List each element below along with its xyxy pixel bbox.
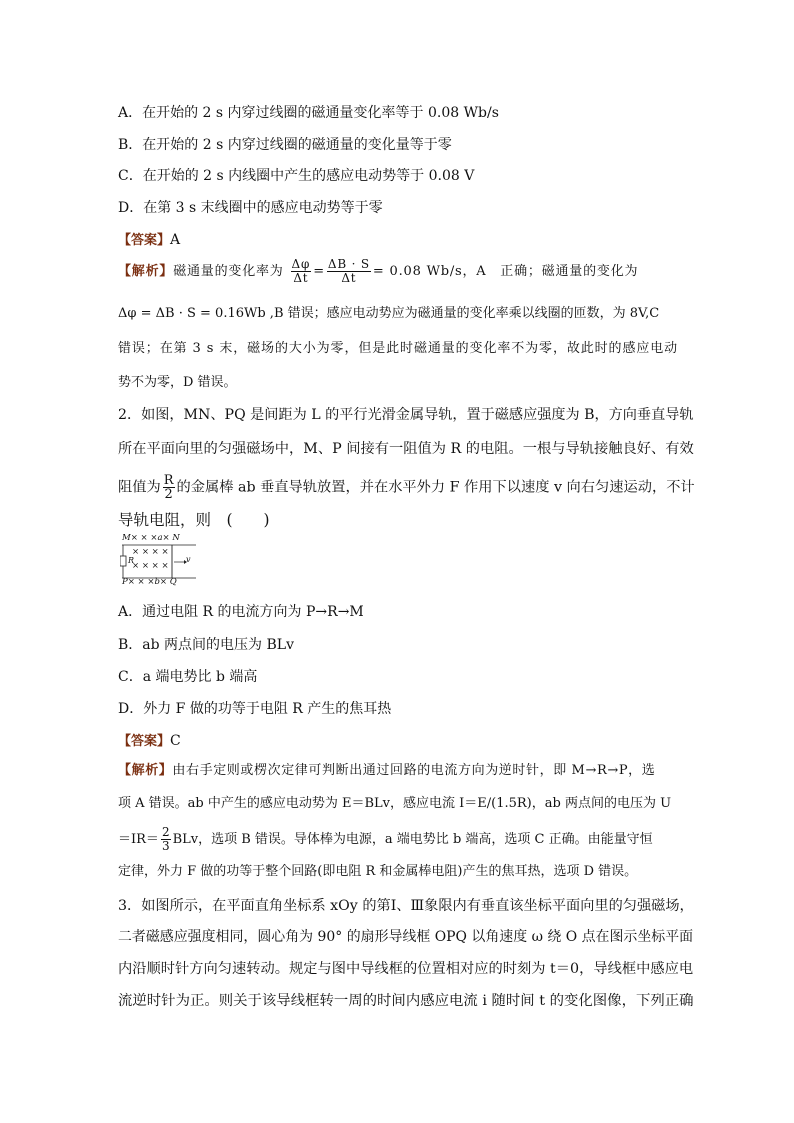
- q3-stem-line-2: 二者磁感应强度相同，圆心角为 90° 的扇形导线框 OPQ 以角速度 ω 绕 O 点在图示坐标平面: [118, 929, 694, 945]
- analysis-tag: 【解析】: [118, 763, 173, 778]
- analysis-tag: 【解析】: [118, 264, 174, 279]
- q3-stem-line-1: 3．如图所示，在平面直角坐标系 xOy 的第Ⅰ、Ⅲ象限内有垂直该坐标平面向里的匀强磁场，: [118, 898, 694, 914]
- q1-analysis-line-3: 错误；在第 3 s 末，磁场的大小为零，但是此时磁通量的变化率不为零，故此时的感应电动: [118, 341, 679, 356]
- diagram-row-1: × × × ×: [132, 547, 169, 557]
- q1-analysis-line-2: Δφ = ΔB · S = 0.16Wb ,B 错误；感应电动势应为磁通量的变化率乘以线圈的匝数，为 8V,C: [118, 306, 660, 321]
- q2-analysis-line-4: 定律，外力 F 做的功等于整个回路(即电阻 R 和金属棒电阻)产生的焦耳热，选项 D 错误。: [118, 864, 638, 879]
- q1-option-d: D．在第 3 s 末线圈中的感应电动势等于零: [118, 200, 383, 216]
- q1-answer: [118, 231, 180, 250]
- answer-value: A: [170, 232, 181, 248]
- q2-option-a: A．通过电阻 R 的电流方向为 P→R→M: [118, 604, 364, 620]
- q2-answer: [118, 732, 181, 751]
- answer-value: C: [170, 733, 181, 749]
- diagram-label-bottom: P× × ×b× Q: [122, 577, 177, 587]
- q2-option-b: B．ab 两点间的电压为 BLv: [118, 637, 294, 653]
- q3-stem-line-4: 流逆时针为正。则关于该导线框转一周的时间内感应电流 i 随时间 t 的变化图像，下列正确: [118, 993, 694, 1009]
- fraction: $\frac{2}{3}$: [161, 825, 170, 853]
- q2-option-c: C．a 端电势比 b 端高: [118, 669, 258, 685]
- q2-analysis-line-1: 【解析】由右手定则或楞次定律可判断出通过回路的电流方向为逆时针，即 M→R→P，选: [118, 763, 656, 778]
- diagram-v-label: v: [186, 555, 191, 564]
- q2-analysis-line-3: ＝IR＝ $\frac{2}{3}$ BLv，选项 B 错误。导体棒为电源，a 端电势比 b 端高，选项 C 正确。由能量守恒: [118, 825, 653, 853]
- q1-option-b: B．在开始的 2 s 内穿过线圈的磁通量的变化量等于零: [118, 137, 452, 153]
- diagram-r-label: R: [128, 556, 135, 565]
- q1-option-a: A．在开始的 2 s 内穿过线圈的磁通量变化率等于 0.08 Wb/s: [118, 105, 499, 121]
- q2-analysis-line-2: 项 A 错误。ab 中产生的感应电动势为 E＝BLv，感应电流 I＝E/(1.5R)，ab 两点间的电压为 U: [118, 796, 672, 811]
- fraction: $\frac{R}{2}$: [163, 473, 174, 502]
- answer-tag: 【答案】: [118, 734, 171, 749]
- q2-option-d: D．外力 F 做的功等于电阻 R 产生的焦耳热: [118, 701, 392, 717]
- diagram-row-2: × × × ×: [132, 561, 169, 571]
- q2-stem-line-3: 阻值为 $\frac{R}{2}$ 的金属棒 ab 垂直导轨放置，并在水平外力 F 作用下以速度 v 向右匀速运动，不计: [118, 473, 695, 502]
- q1-analysis-line-4: 势不为零，D 错误。: [118, 375, 237, 390]
- fraction: $\frac{\Delta\varphi}{\Delta t}$: [291, 257, 311, 285]
- resistor: [120, 556, 126, 566]
- q2-stem-line-4: 导轨电阻，则 ( ): [118, 511, 270, 529]
- fraction: $\frac{\Delta B \cdot S}{\Delta t}$: [327, 257, 370, 285]
- q1-analysis-line-1: 【解析】磁通量的变化率为 $\frac{\Delta\varphi}{\Delta t}$ = $\frac{\Delta B \cdot S}{\Delta t}$ = 0.08 Wb/s，A 正确；磁通量的变化为: [118, 257, 639, 285]
- rail-diagram: [120, 533, 200, 588]
- q1-option-c: C．在开始的 2 s 内线圈中产生的感应电动势等于 0.08 V: [118, 168, 475, 184]
- q2-stem-line-2: 所在平面向里的匀强磁场中，M、P 间接有一阻值为 R 的电阻。一根与导轨接触良好、有效: [118, 441, 694, 457]
- q3-stem-line-3: 内沿顺时针方向匀速转动。规定与图中导线框的位置相对应的时刻为 t＝0，导线框中感应电: [118, 961, 694, 977]
- answer-tag: 【答案】: [118, 233, 171, 248]
- q2-stem-line-1: 2．如图，MN、PQ 是间距为 L 的平行光滑金属导轨，置于磁感应强度为 B，方向垂直导轨: [118, 407, 694, 423]
- diagram-label-top: M× × ×a× N: [122, 533, 180, 543]
